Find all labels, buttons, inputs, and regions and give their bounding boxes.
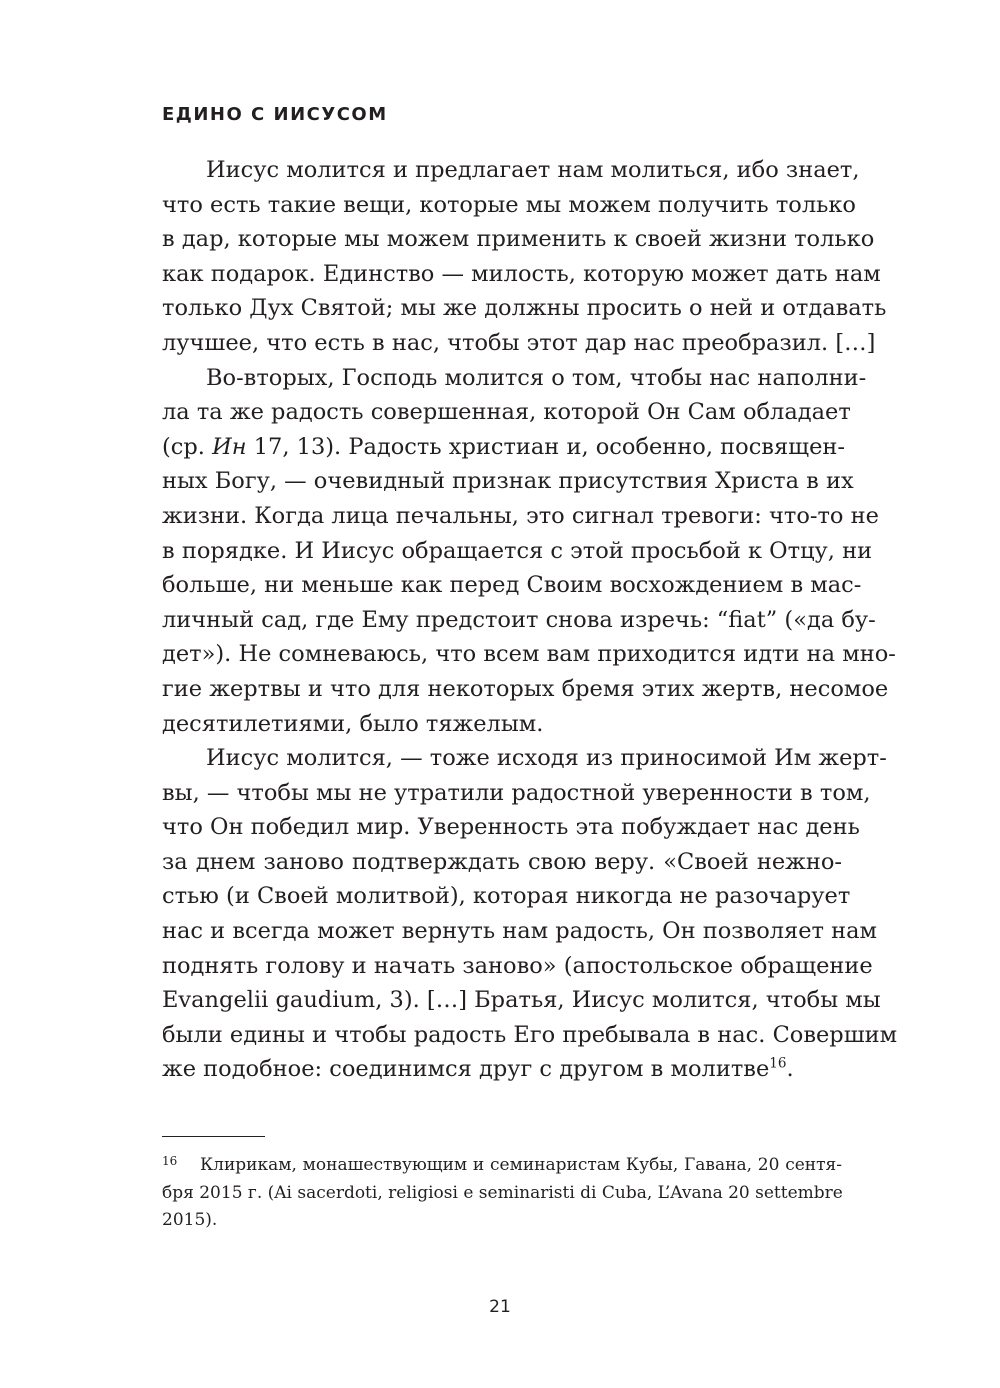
text-line: только Дух Святой; мы же должны просить о ней и отдавать [162, 295, 887, 322]
bible-book-abbrev: Ин [212, 433, 247, 460]
text-line: личный сад, где Ему предстоит снова изречь: “fiat” («да бу- [162, 606, 876, 633]
text-line: гие жертвы и что для некоторых бремя этих жертв, несомое [162, 675, 889, 702]
footnote-reference[interactable]: 16 [769, 1055, 787, 1072]
text-line: в порядке. И Иисус обращается с этой просьбой к Отцу, ни [162, 537, 873, 564]
text-fragment: 17, 13). Радость христиан и, особенно, посвящен- [246, 433, 845, 460]
text-line: стью (и Своей молитвой), которая никогда не разочарует [162, 883, 851, 910]
text-line: за днем заново подтверждать свою веру. «Своей нежно- [162, 848, 842, 875]
running-head: ЕДИНО С ИИСУСОМ [162, 104, 388, 125]
text-line: ных Богу, — очевидный признак присутствия Христа в их [162, 468, 854, 495]
text-line [162, 430, 845, 465]
text-line: дет»). Не сомневаюсь, что всем вам приходится идти на мно- [162, 641, 896, 668]
text-line: Evangelii gaudium, 3). […] Братья, Иисус молится, чтобы мы [162, 987, 881, 1014]
text-line: что Он победил мир. Уверенность эта побуждает нас день [162, 814, 860, 841]
paragraph-3 [162, 741, 898, 1087]
body-text [162, 153, 898, 1087]
text-line: Иисус молится, — тоже исходя из приносимой Им жерт- [206, 745, 887, 772]
text-line: Иисус молится и предлагает нам молиться, ибо знает, [206, 157, 860, 183]
text-line: вы, — чтобы мы не утратили радостной уверенности в том, [162, 779, 871, 806]
page-number: 21 [489, 1297, 511, 1317]
text-line: нас и всегда может вернуть нам радость, Он позволяет нам [162, 918, 878, 945]
paragraph-2 [162, 361, 896, 742]
footnote-line: 2015). [162, 1210, 218, 1230]
footnote-text [162, 1152, 842, 1235]
text-line: ла та же радость совершенная, которой Он Сам обладает [162, 399, 851, 426]
text-line [162, 1052, 842, 1087]
text-fragment: же подобное: соединимся друг с другом в молитве [162, 1056, 770, 1083]
text-line: больше, ни меньше как перед Своим восхождением в мас- [162, 572, 862, 599]
text-line: что есть такие вещи, которые мы можем получить только [162, 191, 856, 218]
text-line: лучшее, что есть в нас, чтобы этот дар нас преобразил. […] [162, 329, 876, 356]
paragraph-1 [162, 153, 887, 361]
text-line: в дар, которые мы можем применить к своей жизни только [162, 226, 875, 253]
footnote [162, 1152, 842, 1235]
text-line: десятилетиями, было тяжелым. [162, 710, 544, 737]
footnote-line: бря 2015 г. (Ai sacerdoti, religiosi e seminaristi di Cuba, L’Avana 20 settembre [162, 1182, 843, 1203]
text-fragment: (ср. [162, 433, 213, 460]
text-fragment: . [786, 1056, 794, 1083]
text-line: жизни. Когда лица печальны, это сигнал тревоги: что-то не [162, 502, 879, 529]
footnote-line: Клирикам, монашествующим и семинаристам Кубы, Гавана, 20 сентя- [200, 1155, 842, 1175]
footnote-divider [162, 1136, 265, 1137]
text-line: как подарок. Единство — милость, которую может дать нам [162, 260, 881, 287]
text-line: Во-вторых, Господь молится о том, чтобы нас наполни- [206, 364, 867, 391]
text-line: поднять голову и начать заново» (апостольское обращение [162, 952, 873, 979]
text-line: были едины и чтобы радость Его пребывала в нас. Совершим [162, 1021, 898, 1048]
footnote-number: 16 [162, 1154, 178, 1168]
